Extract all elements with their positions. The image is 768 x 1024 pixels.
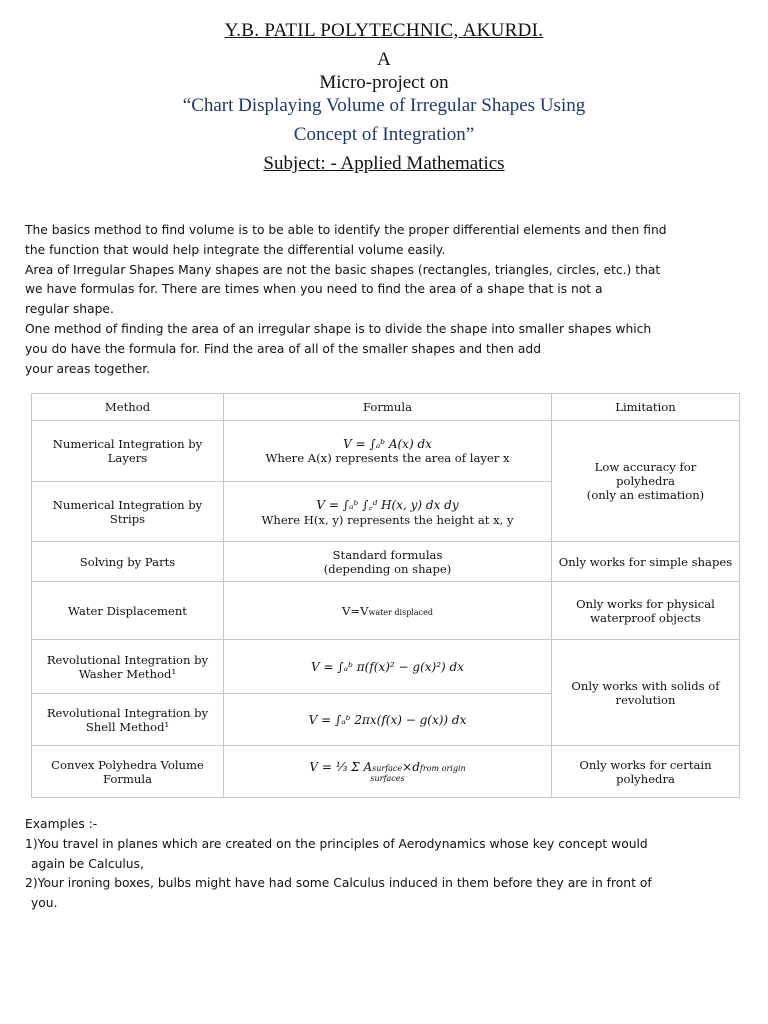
formula-mid: ×d [402,760,420,774]
intro-line: you do have the formula for. Find the area of all of the smaller shapes and then add [25,341,542,356]
formula-text: V = ∫ₐᵇ π(f(x)² − g(x)²) dx [311,659,464,674]
project-title-line2: Concept of Integration” [293,124,475,145]
table-row [32,421,740,482]
header-limitation: Limitation [552,394,740,421]
micro-project-label: Micro-project on [319,72,449,93]
method-cell: Revolutional Integration by Shell Method¹ [32,694,224,746]
intro-line: One method of finding the area of an irregular shape is to divide the shape into smaller shapes which [25,321,652,336]
letter-a: A [377,49,391,70]
method-cell: Revolutional Integration by Washer Method¹ [32,640,224,694]
limitation-line: (only an estimation) [586,488,705,502]
header-formula: Formula [224,394,552,421]
subject-line: Subject: - Applied Mathematics [263,153,505,174]
table-row [32,640,740,694]
example-line: you. [31,896,58,911]
formula-note: Where H(x, y) represents the height at x, y [261,513,514,527]
formula-note: Where A(x) represents the area of layer x [265,451,510,465]
formula-text: V=V [342,603,369,618]
method-cell: Numerical Integration by Layers [32,421,224,482]
formula-line: Standard formulas [332,547,443,562]
limitation-line: polyhedra [616,474,675,488]
intro-line: we have formulas for. There are times when you need to find the area of a shape that is not a [25,282,603,297]
table-header-row [32,394,740,421]
table-row [32,746,740,798]
limitation-cell: Only works for physical waterproof objects [552,582,740,640]
formula-cell [224,582,552,640]
method-cell: Convex Polyhedra Volume Formula [32,746,224,798]
example-line: 2)Your ironing boxes, bulbs might have had some Calculus induced in them before they are in front of [25,876,652,891]
formula-text: V = ∫ₐᵇ ∫꜀ᵈ H(x, y) dx dy [316,498,459,512]
examples-heading: Examples :- [25,817,98,831]
project-title-line1: “Chart Displaying Volume of Irregular Shapes Using [182,95,586,116]
table-row [32,542,740,582]
formula-under: surfaces [370,774,405,783]
table-row [32,582,740,640]
examples-section [25,815,750,914]
limitation-cell: Only works for certain polyhedra [552,746,740,798]
header-method: Method [32,394,224,421]
college-name: Y.B. PATIL POLYTECHNIC, AKURDI. [224,20,544,41]
limitation-cell [552,421,740,542]
example-line: 1)You travel in planes which are created on the principles of Aerodynamics whose key concept would [25,836,648,851]
limitation-cell: Only works with solids of revolution [552,640,740,746]
intro-line: the function that would help integrate the differential volume easily. [25,242,446,257]
formula-subscript: surface [372,764,403,773]
formula-cell [224,746,552,798]
formula-cell [224,421,552,482]
method-cell: Water Displacement [32,582,224,640]
method-cell: Numerical Integration by Strips [32,482,224,542]
example-line: again be Calculus, [31,856,144,871]
limitation-line: Low accuracy for [594,460,697,474]
intro-paragraph [25,221,750,379]
intro-line: regular shape. [25,302,114,317]
formula-cell [224,482,552,542]
formula-text: V = ∫ₐᵇ 2πx(f(x) − g(x)) dx [308,712,467,727]
intro-line: The basics method to find volume is to be able to identify the proper differential elements and then find [25,223,667,237]
formula-cell [224,640,552,694]
formula-main: V = ⅓ Σ A [309,760,373,774]
formula-subscript: from origin [419,764,466,773]
formula-line: (depending on shape) [323,561,452,576]
formula-text [230,760,545,774]
volume-methods-table [31,393,740,798]
intro-line: your areas together. [25,361,151,376]
method-cell: Solving by Parts [32,542,224,582]
formula-cell [224,542,552,582]
formula-subscript: water displaced [368,607,433,617]
intro-line: Area of Irregular Shapes Many shapes are not the basic shapes (rectangles, triangles, circles, etc.) that [25,262,661,277]
limitation-cell: Only works for simple shapes [552,542,740,582]
formula-text: V = ∫ₐᵇ A(x) dx [343,437,432,451]
formula-cell [224,694,552,746]
